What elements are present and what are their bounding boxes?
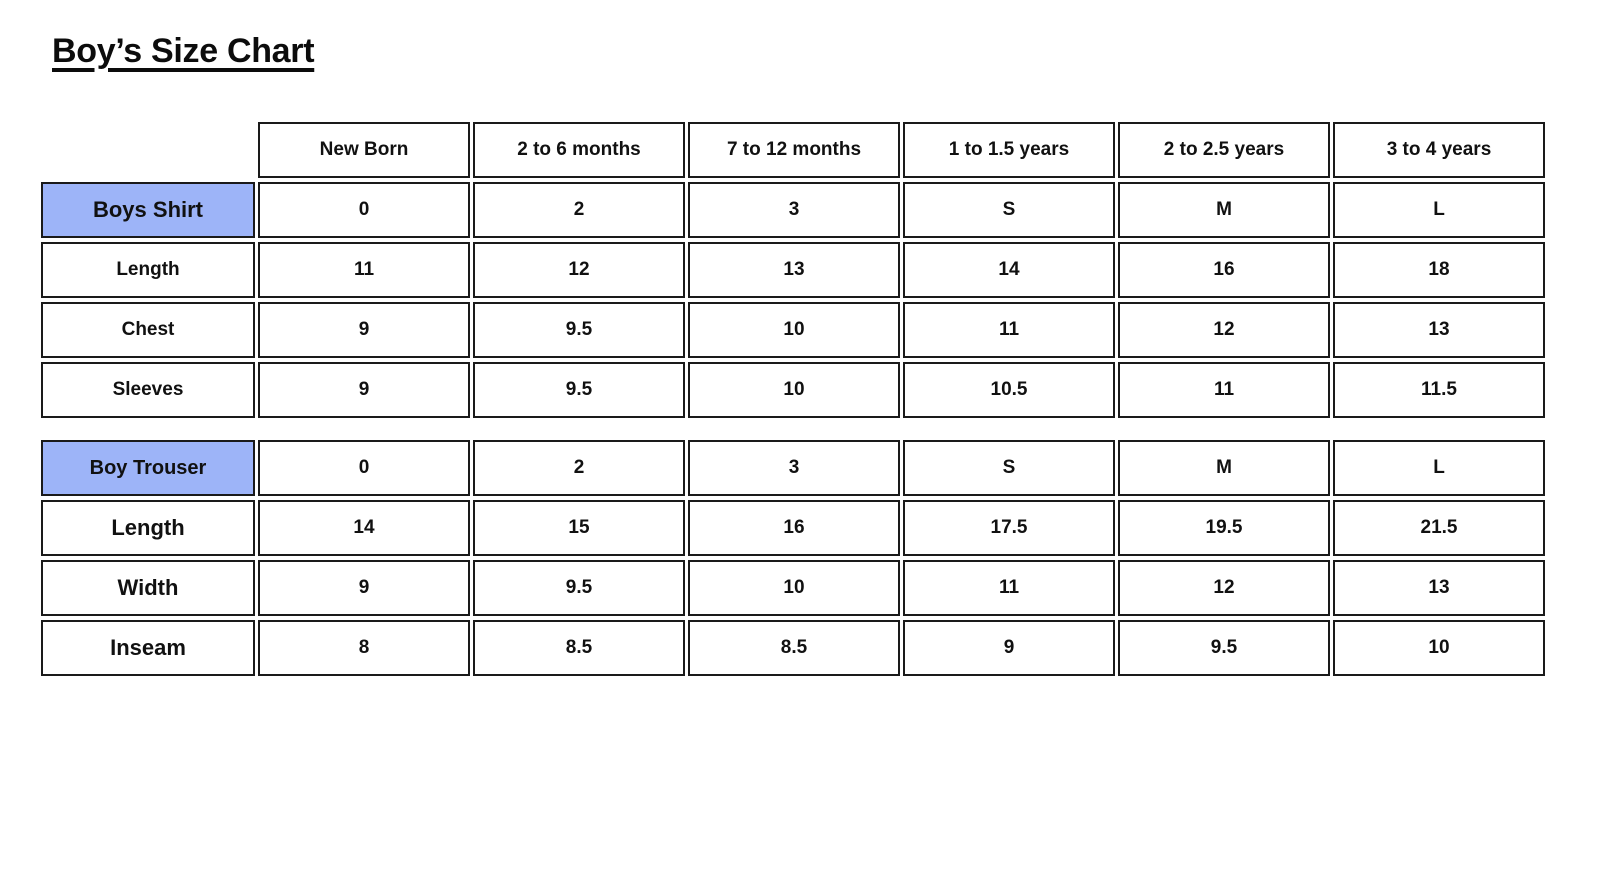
table-cell: 8.5 [473, 620, 685, 676]
table-cell: 12 [473, 242, 685, 298]
table-cell: 3 [688, 440, 900, 496]
header-corner-blank [41, 122, 255, 178]
table-cell: 21.5 [1333, 500, 1545, 556]
table-cell: L [1333, 440, 1545, 496]
table-cell: 18 [1333, 242, 1545, 298]
table-cell: 9.5 [473, 560, 685, 616]
table-cell: 17.5 [903, 500, 1115, 556]
table-cell: M [1118, 440, 1330, 496]
header-row [41, 122, 1545, 178]
table-cell: 10 [1333, 620, 1545, 676]
table-cell: 10 [688, 560, 900, 616]
table-cell: 12 [1118, 560, 1330, 616]
table-cell: 2 [473, 182, 685, 238]
table-cell: 10.5 [903, 362, 1115, 418]
table-cell: S [903, 440, 1115, 496]
section-label-boy-trouser: Boy Trouser [41, 440, 255, 496]
table-row [41, 182, 1545, 238]
table-cell: 13 [1333, 560, 1545, 616]
row-label-shirt-chest: Chest [41, 302, 255, 358]
table-cell: 15 [473, 500, 685, 556]
table-header [41, 122, 1545, 178]
table-row [41, 242, 1545, 298]
table-cell: 12 [1118, 302, 1330, 358]
table-cell: 9.5 [1118, 620, 1330, 676]
row-label-shirt-length: Length [41, 242, 255, 298]
table-cell: 9.5 [473, 302, 685, 358]
row-label-trouser-length: Length [41, 500, 255, 556]
table-cell: 11 [1118, 362, 1330, 418]
table-row [41, 440, 1545, 496]
section-spacer [41, 422, 1545, 436]
column-header-3-to-4-years: 3 to 4 years [1333, 122, 1545, 178]
table-body [41, 182, 1545, 676]
table-cell: M [1118, 182, 1330, 238]
table-row [41, 302, 1545, 358]
table-row [41, 620, 1545, 676]
table-cell: 9 [258, 362, 470, 418]
table-cell: 9.5 [473, 362, 685, 418]
table-cell: 11.5 [1333, 362, 1545, 418]
table-cell: 10 [688, 362, 900, 418]
table-cell: S [903, 182, 1115, 238]
table-cell: 16 [1118, 242, 1330, 298]
table-cell: 14 [258, 500, 470, 556]
size-chart-table [38, 118, 1548, 680]
table-cell: 9 [903, 620, 1115, 676]
row-label-trouser-width: Width [41, 560, 255, 616]
row-label-shirt-sleeves: Sleeves [41, 362, 255, 418]
table-cell: 11 [258, 242, 470, 298]
section-label-boys-shirt: Boys Shirt [41, 182, 255, 238]
table-cell: 10 [688, 302, 900, 358]
table-cell: 2 [473, 440, 685, 496]
table-cell: 8.5 [688, 620, 900, 676]
column-header-2-to-2-5-years: 2 to 2.5 years [1118, 122, 1330, 178]
column-header-new-born: New Born [258, 122, 470, 178]
table-cell: 0 [258, 182, 470, 238]
table-cell: 11 [903, 302, 1115, 358]
table-cell: 9 [258, 302, 470, 358]
table-cell: 8 [258, 620, 470, 676]
table-cell: 16 [688, 500, 900, 556]
column-header-7-to-12-months: 7 to 12 months [688, 122, 900, 178]
table-row [41, 500, 1545, 556]
table-cell: 19.5 [1118, 500, 1330, 556]
size-chart-container [38, 118, 1532, 680]
page-title: Boy’s Size Chart [52, 32, 315, 70]
table-cell: L [1333, 182, 1545, 238]
column-header-1-to-1-5-years: 1 to 1.5 years [903, 122, 1115, 178]
table-cell: 14 [903, 242, 1115, 298]
table-cell: 9 [258, 560, 470, 616]
column-header-2-to-6-months: 2 to 6 months [473, 122, 685, 178]
row-label-trouser-inseam: Inseam [41, 620, 255, 676]
table-row [41, 560, 1545, 616]
table-cell: 13 [688, 242, 900, 298]
table-cell: 0 [258, 440, 470, 496]
table-cell: 3 [688, 182, 900, 238]
table-cell: 11 [903, 560, 1115, 616]
table-row [41, 362, 1545, 418]
table-cell: 13 [1333, 302, 1545, 358]
